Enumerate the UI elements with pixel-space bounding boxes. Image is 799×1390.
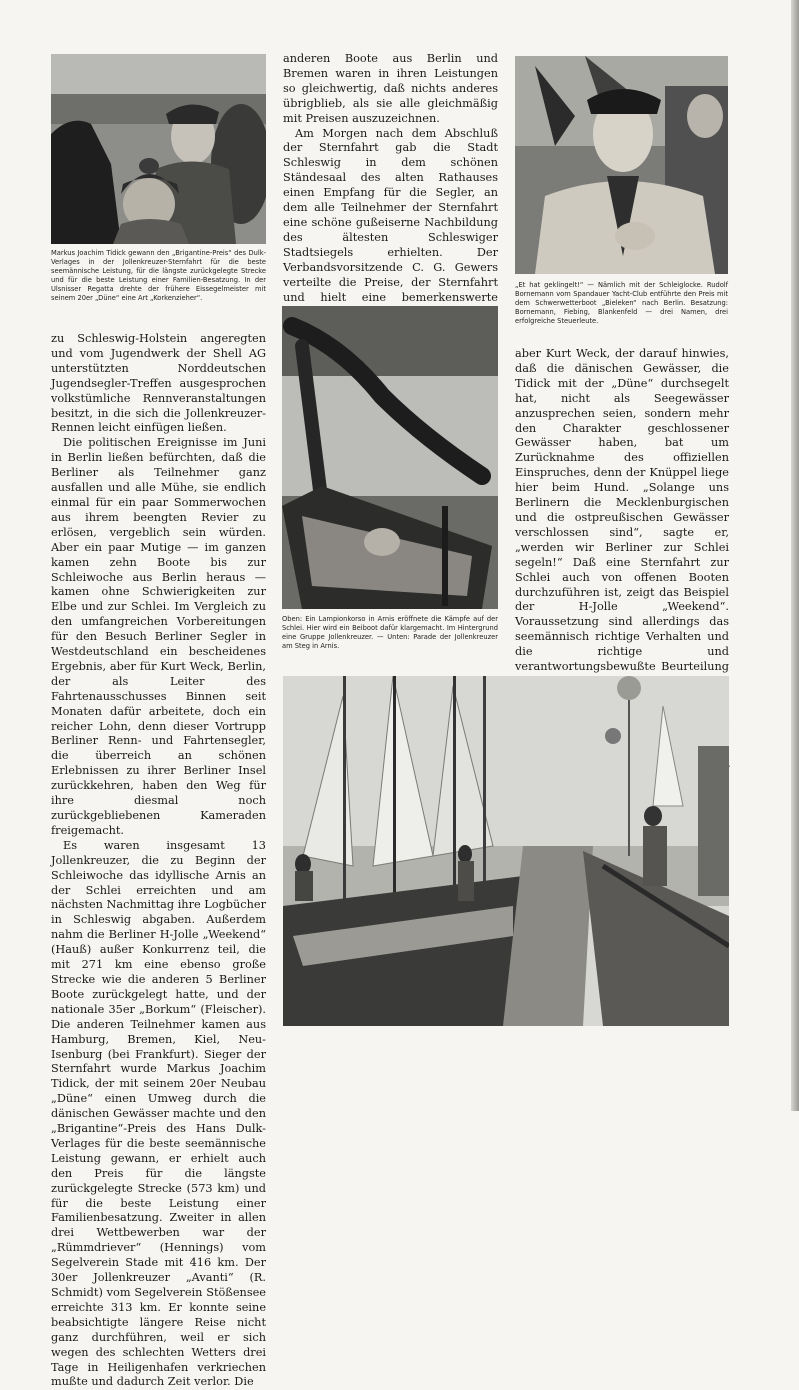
paragraph: aber Kurt Weck, der darauf hinwies, daß die dänischen Gewässer, die Tidick mit der „Düne“ durchsegelt hat, nicht als Seegewässer anzusprechen seien, sondern mehr den Charakter geschlossener Gewässer haben, bat um Zurücknahme des offiziellen Einspruches, denn der Knüppel liege hier beim Hund. „Solange uns Berlinern die Mecklenburgischen und die ostpreußischen Gewässer verschlossen sind“, sagte er, „werden wir Berliner zur Schlei segeln!“ Daß eine Sternfahrt zur Schlei auch von offenen Booten durchzuführen ist, zeigt das Beispiel der H-Jolle „Weekend“. Voraussetzung sind allerdings das seemännisch richtige Verhalten und die richtige und verantwortungsbewußte Beurteilung (515, 347, 729, 674)
paragraph: Am Morgen nach dem Abschluß der Sternfahrt gab die Stadt Schleswig in dem schönen Ständesaal des alten Rathauses einen Empfang für die Segler, an dem alle Teilnehmer der Sternfahrt eine schöne gußeiserne Nachbildung des ältesten Schleswiger Stadtsiegels erhielten. Der Verbandsvorsitzende C. G. Gewers verteilte die Preise, der Sternfahrt und hielt eine bemerkenswerte (283, 126, 498, 304)
paragraph: zu Schleswig-Holstein angeregten und vom Jugendwerk der Shell AG unterstützten Norddeutschen Jugendsegler-Treffen ausgesprochen volkstümliche Rennveranstaltungen besitzt, in die sich die Jollenkreuzer-Rennen leicht einfügen ließen. (51, 332, 266, 435)
page-edge-shadow (791, 0, 799, 1111)
paragraph: Die politischen Ereignisse im Juni in Berlin ließen befürchten, daß die Berliner als Teilnehmer ganz ausfallen und alle Mühe, sie endlich einmal für ein paar Sommerwochen aus ihrem beengten Revier zu erlösen, vergeblich sein würden. Aber ein paar Mutige — im ganzen kamen zehn Boote bis zur Schleiwoche aus Berlin heraus — kamen ohne Schwierigkeiten zur Elbe und zur Schlei. Im Vergleich zu den umfangreichen Vorbereitungen für den Besuch Berliner Segler in Westdeutschland ein bescheidenes Ergebnis, aber für Kurt Weck, Berlin, der als Leiter des Fahrtenausschusses Binnen seit Monaten dafür arbeitete, doch ein reicher Lohn, denn dieser Vortrupp Berliner Renn- und Fahrtensegler, die überreich an schönen Erlebnissen zu ihrer Berliner Insel zurückkehren, haben den Weg für ihre diesmal noch zurückgebliebenen Kameraden freigemacht. (51, 436, 266, 837)
caption-middle: Oben: Ein Lampionkorso in Arnis eröffnete die Kämpfe auf der Schlei. Hier wird ein Beiboot dafür klargemacht. Im Hintergrund eine Gruppe Jollenkreuzer. — Unten: Parade der Jollenkreuzer am Steg in Arnis. (282, 615, 498, 650)
photo-man-in-cap (515, 56, 728, 274)
caption-top-right: „Et hat geklingelt!“ — Nämlich mit der Schleiglocke. Rudolf Bornemann vom Spandauer Yacht-Club entführte den Preis mit dem Schwerwetterboot „Bieleken“ nach Berlin. Besatzung: Bornemann, Fiebing, Blankenfeld — drei Namen, drei erfolgreiche Steuerleute. (515, 281, 728, 325)
photo-two-sailors (51, 54, 266, 244)
paragraph: Es waren insgesamt 13 Jollenkreuzer, die zu Beginn der Schleiwoche das idyllische Arnis an der Schlei erreichten und am nächsten Nachmittag ihre Logbücher in Schleswig abgaben. Außerdem nahm die Berliner H-Jolle „Weekend“ (Hauß) außer Konkurrenz teil, die mit 271 km eine ebenso große Strecke wie die anderen 5 Berliner Boote zurückgelegt hatte, und der nationale 35er „Borkum“ (Fleischer). Die anderen Teilnehmer kamen aus Hamburg, Bremen, Kiel, Neu-Isenburg (bei Frankfurt). Sieger der Sternfahrt wurde Markus Joachim Tidick, der mit seinem 20er Neubau „Düne“ einen Umweg durch die dänischen Gewässer machte und den „Brigantine“-Preis des Hans Dulk-Verlages für die beste seemännische Leistung gewann, er erhielt auch den Preis für die längste zurückgelegte Strecke (573 km) und für die beste Leistung einer Familienbesatzung. Zweiter in allen drei Wettbewerben war der „Rümmdriever“ (Hennings) vom Segelverein Stade mit 416 km. Der 30er Jollenkreuzer „Avanti“ (R. Schmidt) vom Segelverein Stößensee erreichte 313 km. Er konnte seine beabsichtigte längere Reise nicht ganz durchführen, weil er sich wegen des schlechten Wetters drei Tage in Heiligenhafen verkriechen mußte und dadurch Zeit verlor. Die (51, 838, 266, 1389)
caption-top-left: Markus Joachim Tidick gewann den „Brigantine-Preis“ des Dulk-Verlages in der Jollenkreuzer-Sternfahrt für die beste seemännische Leistung, für die längste zurückgelegte Strecke und für die beste Leistung einer Familien-Besatzung. In der Ulsnisser Regatta drehte der frühere Eissegelmeister mit seinem 20er „Düne“ eine Art „Korkenzieher“. (51, 249, 266, 302)
paragraph: anderen Boote aus Berlin und Bremen waren in ihren Leistungen so gleichwertig, daß nichts anderes übrigblieb, als sie alle gleichmäßig mit Preisen auszuzeichnen. (283, 52, 498, 125)
article-column-1 (51, 332, 266, 1390)
photo-boats-at-pier (283, 676, 729, 1026)
photo-dinghy-garland (282, 306, 498, 609)
